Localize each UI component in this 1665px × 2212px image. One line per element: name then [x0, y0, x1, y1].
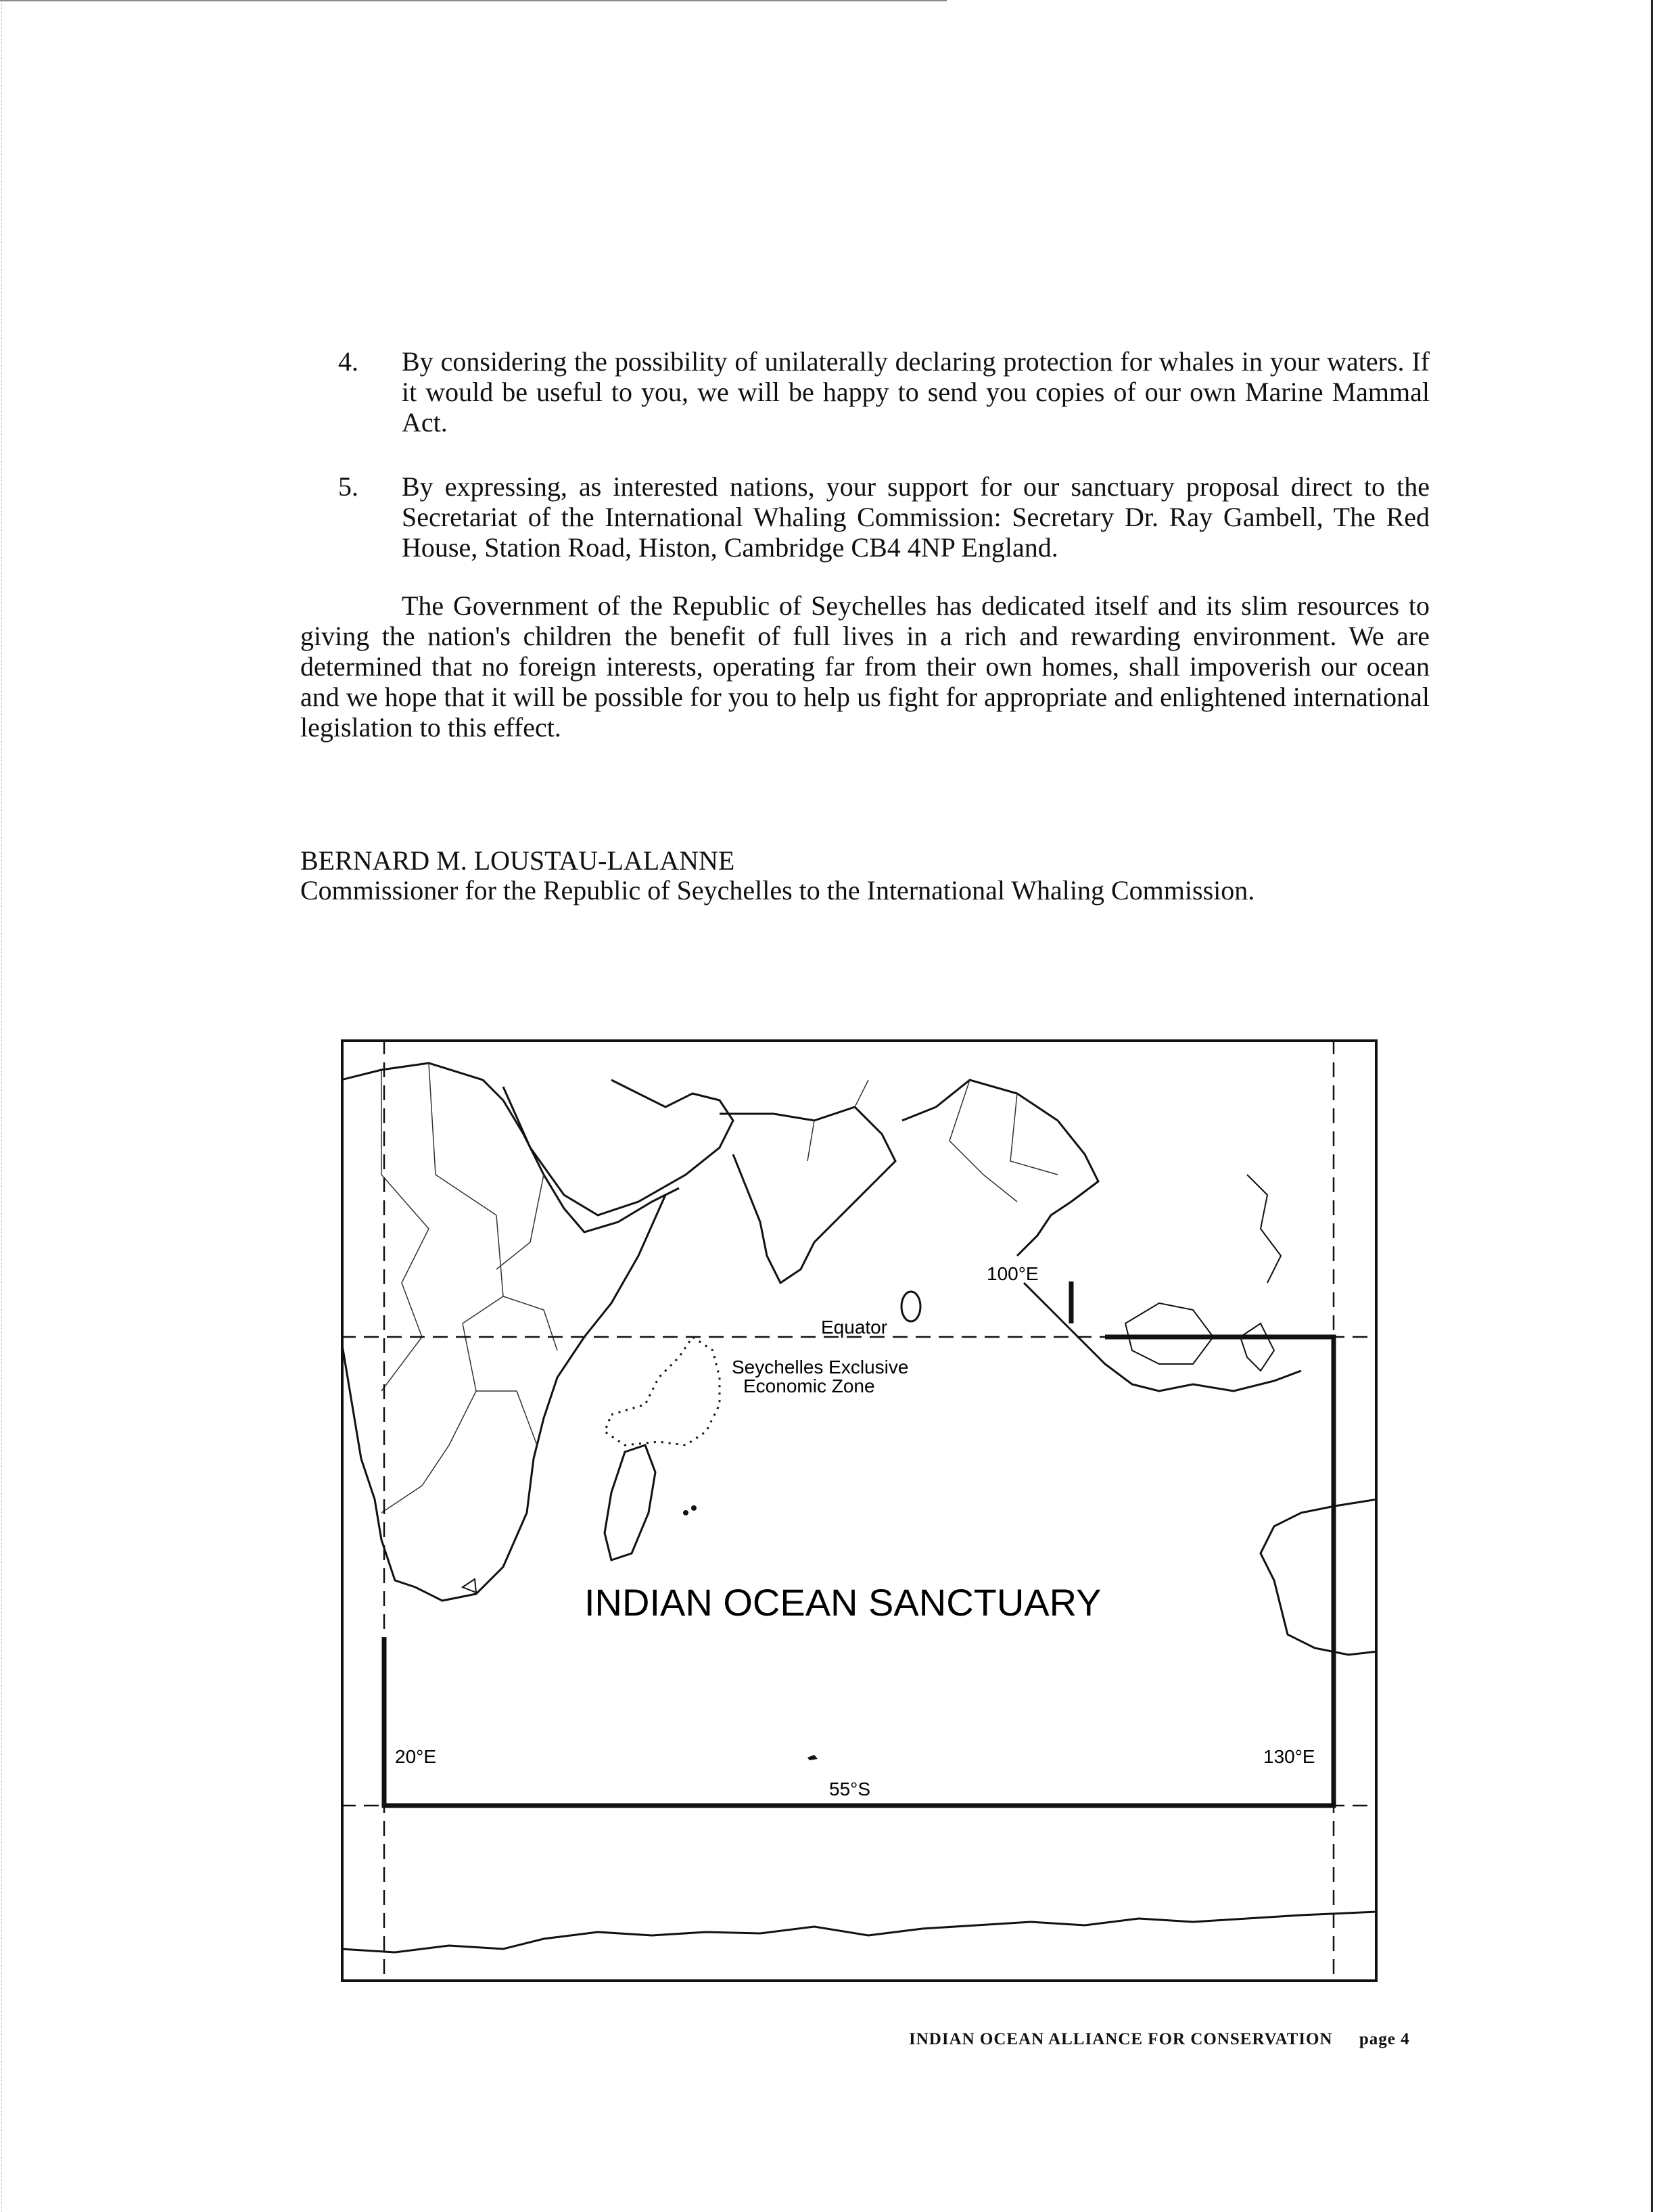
eez-label-line2: Economic Zone: [743, 1375, 875, 1396]
island-mascarene-2: [691, 1505, 697, 1511]
sri-lanka: [901, 1292, 920, 1321]
footer-org: INDIAN OCEAN ALLIANCE FOR CONSERVATION: [909, 2030, 1333, 2048]
page-footer: [909, 2030, 1410, 2049]
lat-55-label: 55°S: [829, 1779, 871, 1799]
list-text: By expressing, as interested nations, your support for our sanctuary proposal direct to the Secretariat of the International Whaling Commission: Secretary Dr. Ray Gambell, The Red House, Station Road, Histon, Cambridge CB4 4NP England.: [402, 471, 1430, 563]
country-borders: [381, 1063, 1058, 1513]
island-kerguelen: [807, 1755, 818, 1760]
lon-100-label: 100°E: [987, 1263, 1039, 1284]
lon-130-label: 130°E: [1263, 1746, 1315, 1767]
list-number: 5.: [338, 471, 358, 502]
australia-coast: [1261, 1499, 1378, 1655]
list-number: 4.: [338, 346, 358, 377]
sanctuary-map: [341, 1039, 1378, 1982]
borneo: [1125, 1303, 1213, 1364]
se-asia-coast: [902, 1080, 1098, 1256]
list-text: By considering the possibility of unilaterally declaring protection for whales in your waters. If it would be useful to you, we will be happy to send you copies of our own Marine Mammal Act.: [402, 346, 1430, 438]
sulawesi: [1240, 1323, 1274, 1371]
closing-paragraph: The Government of the Republic of Seychelles has dedicated itself and its slim resources to giving the nation's children the benefit of full lives in a rich and rewarding environment. We are determined that no foreign interests, operating far from their own homes, shall impoverish our ocean and we hope that it will be possible for you to help us fight for appropriate and enlightened international legislation to this effect.: [300, 590, 1430, 743]
footer-page-number: page 4: [1359, 2030, 1410, 2048]
island-mascarene-1: [683, 1510, 688, 1515]
scan-edge-top: [0, 0, 947, 1]
antarctica-coast: [341, 1912, 1378, 1952]
scan-edge-right: [1651, 0, 1653, 2212]
arabia-coast: [503, 1080, 733, 1215]
equator-label: Equator: [821, 1317, 888, 1338]
eez-label-line1: Seychelles Exclusive: [732, 1357, 909, 1378]
india-coast: [720, 1107, 895, 1283]
map-frame: [342, 1041, 1376, 1981]
africa-coast: [341, 1063, 679, 1601]
island-south: [463, 1579, 476, 1593]
signer-title: Commissioner for the Republic of Seychelles to the International Whaling Commission.: [300, 875, 1255, 905]
signer-name: BERNARD M. LOUSTAU-LALANNE: [300, 845, 735, 876]
map-title: INDIAN OCEAN SANCTUARY: [584, 1581, 1102, 1624]
lon-20-label: 20°E: [395, 1746, 437, 1767]
madagascar: [605, 1445, 655, 1560]
scan-edge-left: [1, 0, 2, 2212]
seychelles-eez-outline: [605, 1337, 720, 1445]
philippines: [1247, 1175, 1281, 1283]
